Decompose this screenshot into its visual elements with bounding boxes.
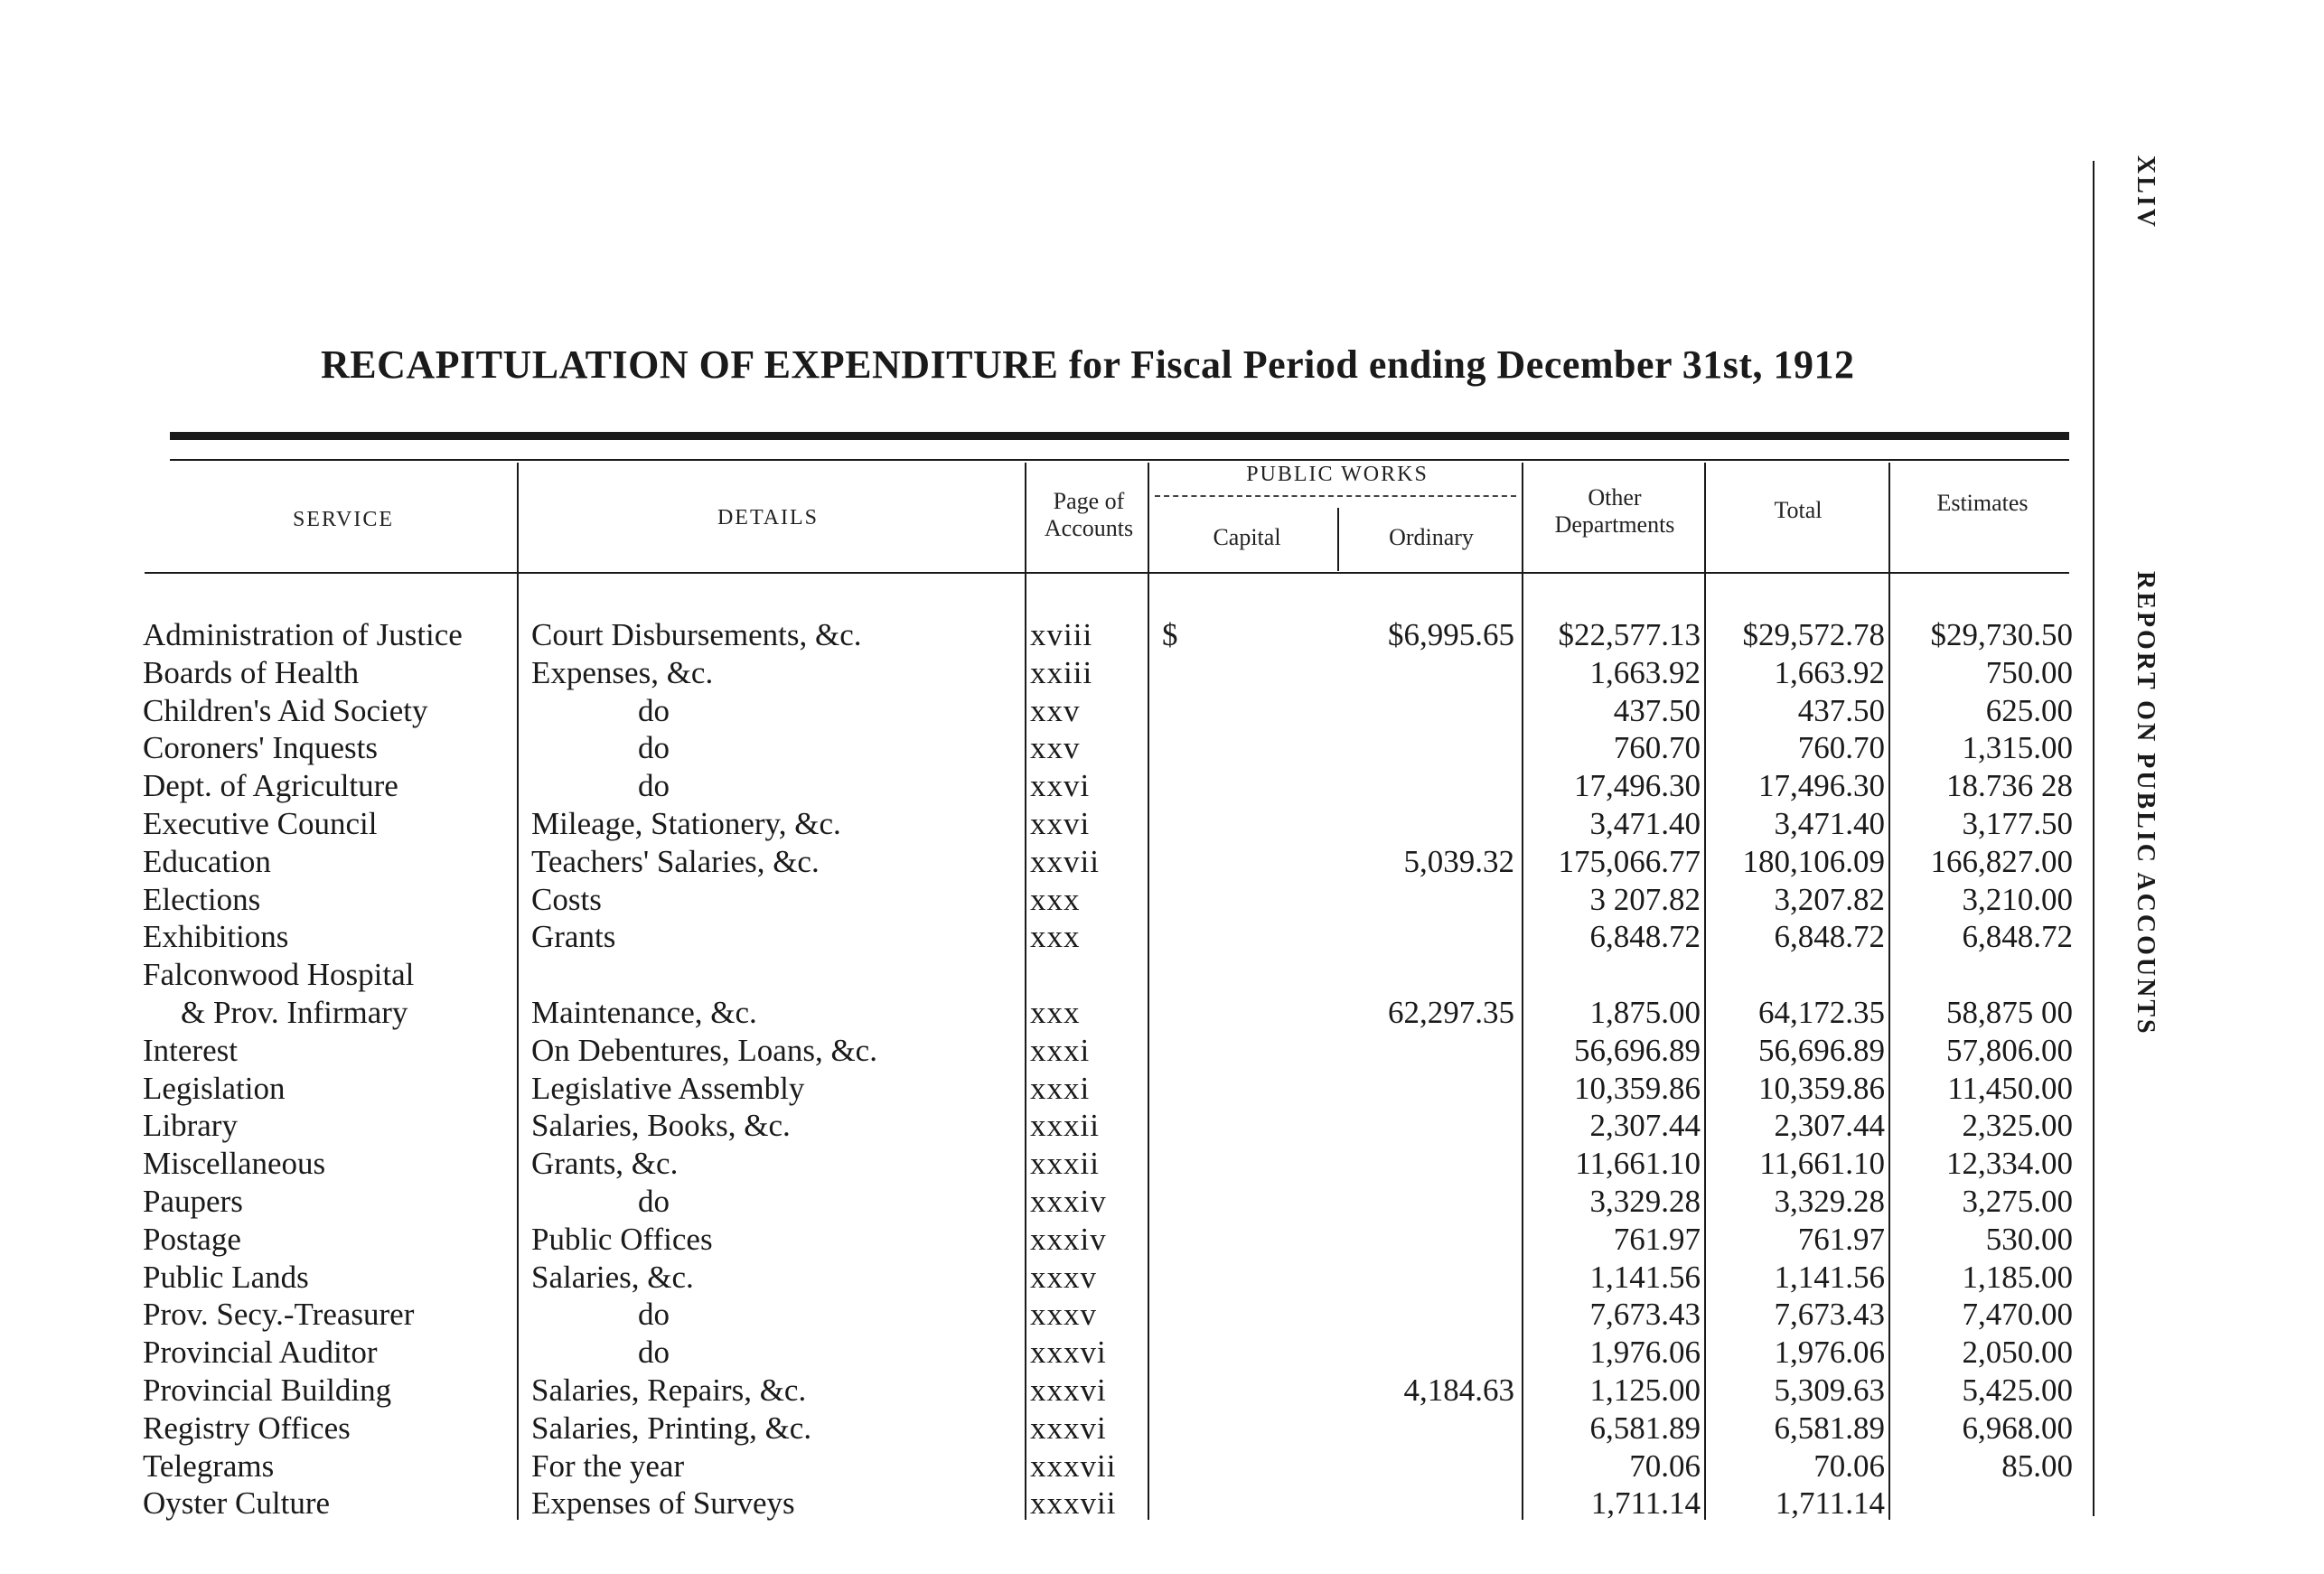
cell-page: xxvii bbox=[1030, 843, 1100, 879]
cell-details: Expenses of Surveys bbox=[531, 1485, 795, 1522]
cell-other-departments: 3,329.28 bbox=[1589, 1183, 1701, 1219]
header-page-of-accounts-line2: Accounts bbox=[1044, 514, 1134, 541]
cell-page: xxv bbox=[1030, 730, 1081, 766]
header-bottom-rule bbox=[145, 572, 2069, 574]
cell-service: Provincial Auditor bbox=[143, 1335, 378, 1371]
cell-service: Education bbox=[143, 843, 271, 879]
table-row bbox=[0, 1296, 2324, 1334]
header-capital: Capital bbox=[1213, 524, 1281, 550]
cell-other-departments: 6,581.89 bbox=[1589, 1410, 1701, 1446]
cell-estimates: 6,968.00 bbox=[1962, 1410, 2073, 1446]
cell-ordinary: 4,184.63 bbox=[1403, 1372, 1514, 1408]
header-public-works: PUBLIC WORKS bbox=[1246, 463, 1429, 486]
cell-estimates: 3,275.00 bbox=[1962, 1183, 2073, 1219]
cell-other-departments: 2,307.44 bbox=[1589, 1108, 1701, 1144]
cell-total: 56,696.89 bbox=[1758, 1032, 1885, 1068]
cell-estimates: 625.00 bbox=[1985, 692, 2073, 728]
cell-other-departments: 1,141.56 bbox=[1589, 1259, 1701, 1295]
header-details: DETAILS bbox=[717, 506, 820, 529]
cell-other-departments: $22,577.13 bbox=[1558, 617, 1701, 652]
cell-total: 1,711.14 bbox=[1775, 1485, 1885, 1522]
table-row bbox=[0, 918, 2324, 956]
title-rule-thin bbox=[170, 459, 2069, 461]
cell-total: 17,496.30 bbox=[1758, 768, 1885, 804]
cell-other-departments: 1,663.92 bbox=[1589, 654, 1701, 690]
cell-service: Coroners' Inquests bbox=[143, 730, 379, 766]
table-row bbox=[0, 994, 2324, 1032]
cell-service: Provincial Building bbox=[143, 1372, 392, 1408]
cell-details: do bbox=[638, 1297, 670, 1333]
table-row bbox=[0, 805, 2324, 843]
cell-ordinary: $6,995.65 bbox=[1388, 617, 1514, 652]
cell-estimates: 6,848.72 bbox=[1962, 919, 2073, 955]
table-row bbox=[0, 1107, 2324, 1145]
table-row bbox=[0, 692, 2324, 730]
public-works-divider bbox=[1155, 495, 1516, 497]
table-row bbox=[0, 729, 2324, 767]
expenditure-table-body bbox=[0, 616, 2324, 1522]
cell-other-departments: 760.70 bbox=[1613, 730, 1701, 766]
cell-page: xxxiv bbox=[1030, 1221, 1107, 1257]
cell-estimates: 57,806.00 bbox=[1946, 1032, 2073, 1068]
header-other-departments bbox=[1525, 484, 1704, 539]
cell-details: Grants bbox=[531, 919, 616, 955]
cell-estimates: 12,334.00 bbox=[1946, 1146, 2073, 1182]
cell-total: 180,106.09 bbox=[1742, 843, 1885, 879]
cell-details: do bbox=[638, 1183, 670, 1219]
cell-page: xxxv bbox=[1030, 1259, 1097, 1295]
cell-other-departments: 70.06 bbox=[1629, 1448, 1701, 1484]
table-row bbox=[0, 1410, 2324, 1448]
cell-other-departments: 56,696.89 bbox=[1574, 1032, 1701, 1068]
cell-service: Oyster Culture bbox=[143, 1485, 331, 1522]
cell-details: Teachers' Salaries, &c. bbox=[531, 843, 820, 879]
cell-page: xxvi bbox=[1030, 768, 1091, 804]
cell-page: xxxvii bbox=[1030, 1485, 1117, 1522]
cell-service: Postage bbox=[143, 1221, 241, 1257]
cell-page: xviii bbox=[1030, 617, 1093, 652]
header-total: Total bbox=[1774, 497, 1823, 523]
title-rule-thick bbox=[170, 432, 2069, 440]
cell-service: Paupers bbox=[143, 1183, 243, 1219]
table-row bbox=[0, 1221, 2324, 1259]
table-row bbox=[0, 654, 2324, 692]
cell-other-departments: 1,875.00 bbox=[1589, 994, 1701, 1030]
cell-total: 64,172.35 bbox=[1758, 994, 1885, 1030]
cell-total: 1,663.92 bbox=[1774, 654, 1885, 690]
cell-service: Executive Council bbox=[143, 805, 378, 841]
cell-service: Exhibitions bbox=[143, 919, 289, 955]
cell-total: 70.06 bbox=[1813, 1448, 1885, 1484]
cell-other-departments: 17,496.30 bbox=[1574, 768, 1701, 804]
cell-page: xxxvii bbox=[1030, 1448, 1117, 1484]
cell-page: xxxvi bbox=[1030, 1410, 1107, 1446]
cell-total: 2,307.44 bbox=[1774, 1108, 1885, 1144]
cell-page: xxv bbox=[1030, 692, 1081, 728]
cell-details: For the year bbox=[531, 1448, 685, 1484]
table-row bbox=[0, 1485, 2324, 1522]
table-row bbox=[0, 767, 2324, 805]
cell-other-departments: 175,066.77 bbox=[1558, 843, 1701, 879]
cell-service: Falconwood Hospital bbox=[143, 957, 415, 993]
cell-total: 6,581.89 bbox=[1774, 1410, 1885, 1446]
cell-other-departments: 761.97 bbox=[1613, 1221, 1701, 1257]
cell-page: xxxv bbox=[1030, 1297, 1097, 1333]
cell-total: 3,207.82 bbox=[1774, 881, 1885, 917]
cell-service: Public Lands bbox=[143, 1259, 309, 1295]
cell-page: xxxii bbox=[1030, 1146, 1100, 1182]
side-running-title: REPORT ON PUBLIC ACCOUNTS bbox=[2132, 571, 2160, 1036]
cell-estimates: 7,470.00 bbox=[1962, 1297, 2073, 1333]
cell-details: On Debentures, Loans, &c. bbox=[531, 1032, 877, 1068]
cell-total: 10,359.86 bbox=[1758, 1070, 1885, 1106]
cell-service: Legislation bbox=[143, 1070, 286, 1106]
cell-service: Administration of Justice bbox=[143, 617, 463, 652]
cell-page: xxxi bbox=[1030, 1032, 1091, 1068]
header-page-of-accounts-line1: Page of bbox=[1053, 488, 1125, 514]
cell-details: Expenses, &c. bbox=[531, 654, 714, 690]
cell-total: 5,309.63 bbox=[1774, 1372, 1885, 1408]
cell-service: & Prov. Infirmary bbox=[181, 994, 408, 1030]
table-row bbox=[0, 1145, 2324, 1183]
header-other-line2: Departments bbox=[1554, 511, 1675, 538]
cell-details: Salaries, Books, &c. bbox=[531, 1108, 791, 1144]
cell-page: xxx bbox=[1030, 994, 1081, 1030]
cell-page: xxxii bbox=[1030, 1108, 1100, 1144]
cell-estimates: 3,177.50 bbox=[1962, 805, 2073, 841]
cell-page: xxxvi bbox=[1030, 1372, 1107, 1408]
cell-service: Interest bbox=[143, 1032, 238, 1068]
cell-service: Library bbox=[143, 1108, 238, 1144]
cell-estimates: 2,325.00 bbox=[1962, 1108, 2073, 1144]
cell-page: xxvi bbox=[1030, 805, 1091, 841]
cell-estimates: 5,425.00 bbox=[1962, 1372, 2073, 1408]
cell-estimates: 530.00 bbox=[1985, 1221, 2073, 1257]
cell-page: xxx bbox=[1030, 919, 1081, 955]
cell-estimates: 58,875 00 bbox=[1946, 994, 2073, 1030]
cell-other-departments: 1,711.14 bbox=[1590, 1485, 1701, 1522]
cell-other-departments: 6,848.72 bbox=[1589, 919, 1701, 955]
table-row bbox=[0, 843, 2324, 881]
cell-service: Telegrams bbox=[143, 1448, 275, 1484]
cell-service: Registry Offices bbox=[143, 1410, 351, 1446]
cell-page: xxxiv bbox=[1030, 1183, 1107, 1219]
table-row bbox=[0, 1448, 2324, 1485]
cell-estimates: 18.736 28 bbox=[1946, 768, 2073, 804]
cell-estimates: 1,315.00 bbox=[1962, 730, 2073, 766]
cell-total: 11,661.10 bbox=[1759, 1146, 1885, 1182]
header-ordinary: Ordinary bbox=[1389, 524, 1474, 550]
cell-other-departments: 437.50 bbox=[1613, 692, 1701, 728]
cell-total: 3,471.40 bbox=[1774, 805, 1885, 841]
page-title: RECAPITULATION OF EXPENDITURE for Fiscal Period ending December 31st, 1912 bbox=[321, 342, 1855, 387]
cell-details: Public Offices bbox=[531, 1221, 713, 1257]
cell-other-departments: 3,471.40 bbox=[1589, 805, 1701, 841]
table-row bbox=[0, 1183, 2324, 1221]
table-row bbox=[0, 1032, 2324, 1070]
cell-ordinary: 5,039.32 bbox=[1403, 843, 1514, 879]
cell-page: xxxvi bbox=[1030, 1335, 1107, 1371]
header-service: SERVICE bbox=[292, 508, 395, 531]
table-row bbox=[0, 616, 2324, 654]
cell-total: 3,329.28 bbox=[1774, 1183, 1885, 1219]
cell-total: 760.70 bbox=[1797, 730, 1885, 766]
cell-service: Miscellaneous bbox=[143, 1146, 326, 1182]
cell-total: 1,141.56 bbox=[1774, 1259, 1885, 1295]
cell-details: Maintenance, &c. bbox=[531, 994, 757, 1030]
cell-service: Dept. of Agriculture bbox=[143, 768, 398, 804]
header-estimates: Estimates bbox=[1936, 490, 2029, 516]
cell-estimates: $29,730.50 bbox=[1930, 617, 2073, 652]
cell-total: 7,673.43 bbox=[1774, 1297, 1885, 1333]
header-other-line1: Other bbox=[1588, 484, 1642, 511]
cell-estimates: 1,185.00 bbox=[1962, 1259, 2073, 1295]
table-row bbox=[0, 1259, 2324, 1297]
cell-ordinary: 62,297.35 bbox=[1388, 994, 1514, 1030]
cell-total: 6,848.72 bbox=[1774, 919, 1885, 955]
table-row bbox=[0, 881, 2324, 919]
cell-total: 1,976.06 bbox=[1774, 1335, 1885, 1371]
cell-capital: $ bbox=[1162, 617, 1178, 652]
cell-page: xxiii bbox=[1030, 654, 1093, 690]
cell-other-departments: 1,125.00 bbox=[1589, 1372, 1701, 1408]
table-row bbox=[0, 1070, 2324, 1108]
cell-estimates: 85.00 bbox=[2001, 1448, 2073, 1484]
cell-other-departments: 10,359.86 bbox=[1574, 1070, 1701, 1106]
cell-other-departments: 11,661.10 bbox=[1575, 1146, 1701, 1182]
cell-details: do bbox=[638, 730, 670, 766]
table-row bbox=[0, 1334, 2324, 1372]
cell-estimates: 166,827.00 bbox=[1930, 843, 2073, 879]
cell-total: 437.50 bbox=[1797, 692, 1885, 728]
cell-service: Elections bbox=[143, 881, 261, 917]
cell-details: Costs bbox=[531, 881, 602, 917]
page-number-marker: XLIV bbox=[2132, 155, 2160, 230]
cell-details: Grants, &c. bbox=[531, 1146, 679, 1182]
table-row bbox=[0, 956, 2324, 994]
table-row bbox=[0, 1372, 2324, 1410]
cell-estimates: 2,050.00 bbox=[1962, 1335, 2073, 1371]
cell-details: Salaries, Printing, &c. bbox=[531, 1410, 812, 1446]
column-divider-capital bbox=[1337, 508, 1339, 571]
cell-total: 761.97 bbox=[1797, 1221, 1885, 1257]
cell-other-departments: 3 207.82 bbox=[1589, 881, 1701, 917]
cell-total: $29,572.78 bbox=[1742, 617, 1885, 652]
cell-details: do bbox=[638, 768, 670, 804]
cell-estimates: 3,210.00 bbox=[1962, 881, 2073, 917]
cell-estimates: 11,450.00 bbox=[1947, 1070, 2073, 1106]
cell-details: Salaries, Repairs, &c. bbox=[531, 1372, 807, 1408]
cell-service: Boards of Health bbox=[143, 654, 360, 690]
cell-details: Mileage, Stationery, &c. bbox=[531, 805, 841, 841]
cell-details: Salaries, &c. bbox=[531, 1259, 694, 1295]
cell-estimates: 750.00 bbox=[1985, 654, 2073, 690]
cell-service: Prov. Secy.-Treasurer bbox=[143, 1297, 415, 1333]
cell-service: Children's Aid Society bbox=[143, 692, 428, 728]
cell-details: do bbox=[638, 692, 670, 728]
cell-page: xxx bbox=[1030, 881, 1081, 917]
header-page-of-accounts bbox=[1030, 488, 1148, 542]
cell-details: Court Disbursements, &c. bbox=[531, 617, 862, 652]
cell-details: Legislative Assembly bbox=[531, 1070, 805, 1106]
cell-details: do bbox=[638, 1335, 670, 1371]
cell-other-departments: 1,976.06 bbox=[1589, 1335, 1701, 1371]
cell-page: xxxi bbox=[1030, 1070, 1091, 1106]
cell-other-departments: 7,673.43 bbox=[1589, 1297, 1701, 1333]
